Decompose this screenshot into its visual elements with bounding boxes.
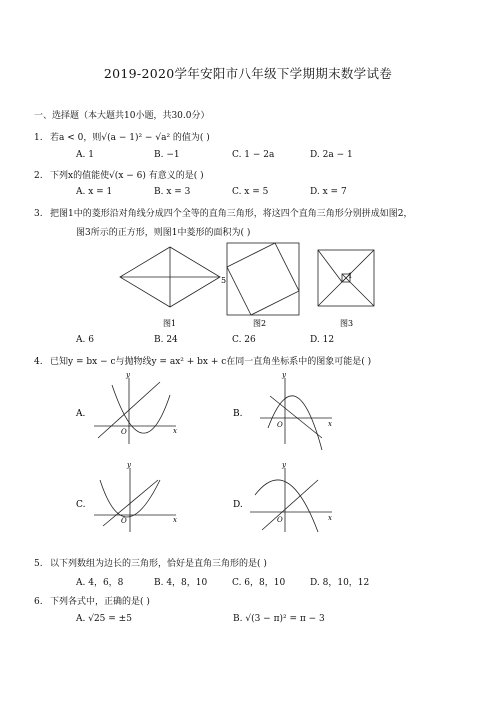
- graph-b-y-label: y: [282, 371, 286, 379]
- graph-a-origin: O: [121, 428, 127, 436]
- question-text: 若a < 0，则√(a − 1)² − √a² 的值为( ): [50, 133, 210, 143]
- option-b: B. x = 3: [154, 187, 191, 197]
- option-b: B. √(3 − π)² = π − 3: [233, 614, 325, 624]
- graph-d-y-label: y: [282, 461, 286, 469]
- section-heading: 一、选择题（本大题共10小题，共30.0分）: [34, 111, 210, 121]
- graph-a-x-label: x: [173, 427, 177, 435]
- graph-d-x-label: x: [328, 514, 332, 522]
- option-b: B. −1: [154, 150, 180, 160]
- option-d: D. 12: [310, 335, 335, 345]
- figure-2-caption: 图2: [253, 319, 267, 328]
- option-d: D. 8，10，12: [310, 578, 370, 588]
- option-a: A. 1: [76, 150, 94, 160]
- figure-3-caption: 图3: [340, 319, 354, 328]
- graph-d: [250, 468, 332, 532]
- graph-b-origin: O: [277, 421, 283, 429]
- graph-b-x-label: x: [328, 420, 332, 428]
- graph-a: [94, 378, 176, 444]
- question-number: 1.: [34, 133, 43, 143]
- option-b: B. 4，8，10: [154, 578, 208, 588]
- graph-c-origin: O: [121, 517, 127, 525]
- graph-c-y-label: y: [127, 461, 131, 469]
- option-a: A. √25 = ±5: [76, 614, 132, 624]
- question-text: 以下列数组为边长的三角形，恰好是直角三角形的是( ): [50, 559, 267, 569]
- figure-2-side-label: 5: [221, 276, 227, 285]
- question-number: 3.: [34, 209, 43, 219]
- question-number: 5.: [34, 559, 43, 569]
- page-title: 2019-2020学年安阳市八年级下学期期末数学试卷: [103, 66, 393, 81]
- question-4: [34, 354, 371, 367]
- graph-c: [94, 468, 176, 532]
- graph-b: [260, 378, 332, 450]
- graph-c-option-label: C.: [76, 500, 86, 510]
- question-6-options: [76, 614, 325, 624]
- graph-a-y-label: y: [126, 371, 130, 379]
- question-text: 下列x的值能使√(x − 6) 有意义的是( ): [50, 171, 204, 181]
- option-c: C. 1 − 2a: [232, 150, 275, 160]
- question-text: 把图1中的菱形沿对角线分成四个全等的直角三角形，将这四个直角三角形分别拼成如图2，: [50, 209, 413, 219]
- figure-1-rhombus: [120, 247, 220, 307]
- figure-3-side-label: 1: [348, 272, 353, 280]
- question-5: [34, 556, 267, 569]
- graph-b-option-label: B.: [233, 409, 243, 419]
- option-c: C. x = 5: [232, 187, 269, 197]
- question-number: 2.: [34, 171, 43, 181]
- option-d: D. 2a − 1: [310, 150, 353, 160]
- question-number: 6.: [34, 597, 43, 607]
- question-number: 4.: [34, 357, 43, 367]
- question-3-text-line2: 图3所示的正方形，则图1中菱形的面积为( ): [76, 228, 251, 238]
- question-6: [34, 594, 150, 607]
- option-c: C. 6，8，10: [232, 578, 286, 588]
- question-text: 下列各式中，正确的是( ): [50, 597, 150, 607]
- graph-d-option-label: D.: [233, 500, 243, 510]
- question-text: 已知y = bx − c与抛物线y = ax² + bx + c在同一直角坐标系中的图象可能是( ): [50, 357, 372, 367]
- graph-a-option-label: A.: [76, 409, 86, 419]
- option-a: A. x = 1: [76, 187, 113, 197]
- option-c: C. 26: [232, 335, 256, 345]
- question-3-options: [76, 335, 334, 345]
- option-a: A. 6: [76, 335, 94, 345]
- option-a: A. 4，6，8: [76, 578, 124, 588]
- graph-d-origin: O: [277, 516, 283, 524]
- question-5-options: [76, 575, 369, 588]
- figure-1-caption: 图1: [163, 319, 177, 328]
- figure-3-square: [318, 250, 374, 306]
- graph-c-x-label: x: [173, 516, 177, 524]
- option-d: D. x = 7: [310, 187, 347, 197]
- figure-2-square: [227, 243, 299, 315]
- option-b: B. 24: [154, 335, 178, 345]
